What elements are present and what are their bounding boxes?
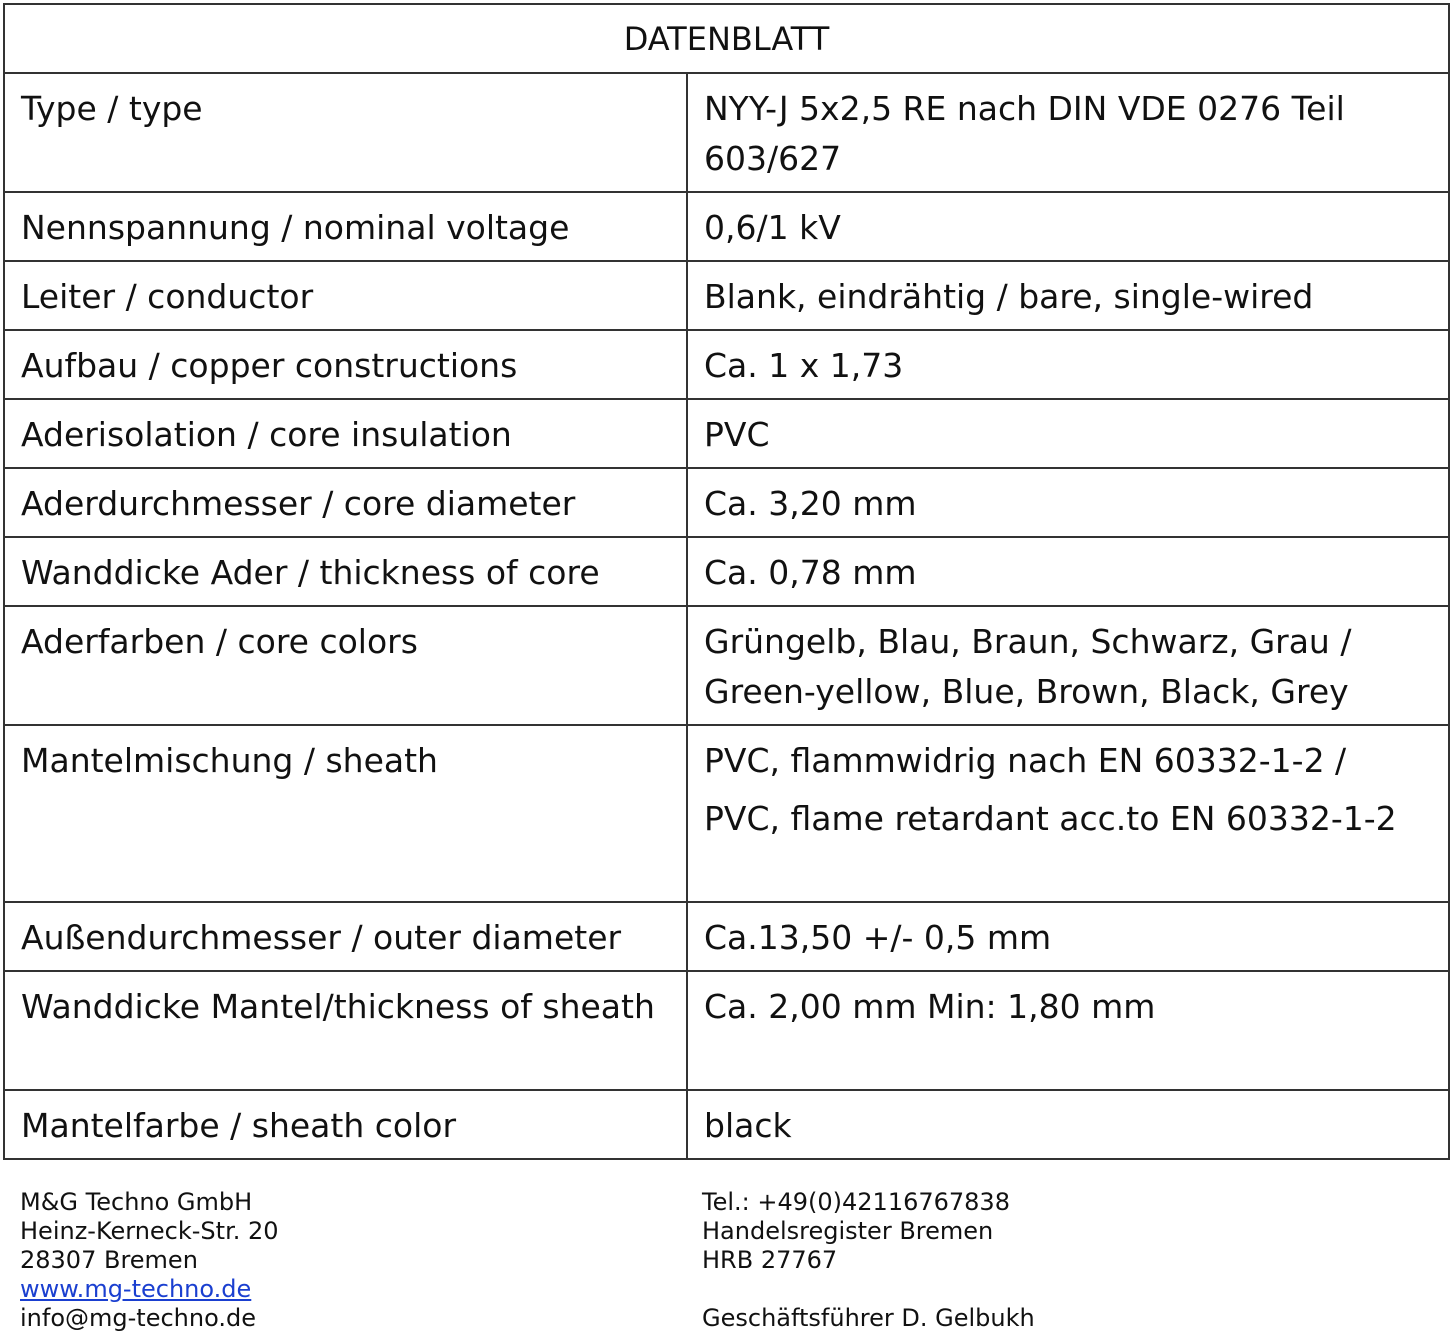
company-city: 28307 Bremen [20,1246,198,1274]
table-row [4,971,1449,1090]
company-email: info@mg-techno.de [20,1304,256,1332]
row-label: Type / type [4,73,687,192]
row-label: Aderdurchmesser / core diameter [4,468,687,537]
table-row [4,330,1449,399]
managing-director: Geschäftsführer D. Gelbukh [702,1304,1035,1332]
row-label: Leiter / conductor [4,261,687,330]
footer-company-block [20,1188,680,1333]
row-label: Aderisolation / core insulation [4,399,687,468]
row-label: Aufbau / copper constructions [4,330,687,399]
row-value: Grüngelb, Blau, Braun, Schwarz, Grau / Green-yellow, Blue, Brown, Black, Grey [687,606,1449,725]
hrb-number: HRB 27767 [702,1246,838,1274]
row-value-line: PVC, flammwidrig nach EN 60332-1-2 / [704,741,1347,780]
company-name: M&G Techno GmbH [20,1188,253,1216]
website-link[interactable]: www.mg-techno.de [20,1275,252,1303]
company-street: Heinz-Kerneck-Str. 20 [20,1217,279,1245]
company-phone: Tel.: +49(0)42116767838 [702,1188,1010,1216]
row-value: Ca. 2,00 mm Min: 1,80 mm [687,971,1449,1090]
table-row [4,399,1449,468]
row-label: Nennspannung / nominal voltage [4,192,687,261]
row-label: Außendurchmesser / outer diameter [4,902,687,971]
row-label: Mantelfarbe / sheath color [4,1090,687,1159]
table-row [4,1090,1449,1159]
row-value: 0,6/1 kV [687,192,1449,261]
row-value: Ca. 3,20 mm [687,468,1449,537]
table-row [4,468,1449,537]
row-value [687,725,1449,902]
table-row [4,261,1449,330]
table-row [4,902,1449,971]
table-row [4,606,1449,725]
row-label: Aderfarben / core colors [4,606,687,725]
row-value: Ca. 0,78 mm [687,537,1449,606]
row-label: Wanddicke Ader / thickness of core [4,537,687,606]
row-value: Ca. 1 x 1,73 [687,330,1449,399]
row-value: NYY-J 5x2,5 RE nach DIN VDE 0276 Teil 603/627 [687,73,1449,192]
table-row [4,537,1449,606]
datasheet-title: DATENBLATT [4,4,1449,73]
title-row [4,4,1449,73]
table-row [4,725,1449,902]
table-row [4,192,1449,261]
row-value-line: PVC, flame retardant acc.to EN 60332-1-2 [704,799,1397,838]
row-value: PVC [687,399,1449,468]
row-label: Wanddicke Mantel/thickness of sheath [4,971,687,1090]
trade-register: Handelsregister Bremen [702,1217,994,1245]
row-value: Blank, eindrähtig / bare, single-wired [687,261,1449,330]
datasheet-table [3,3,1450,1160]
table-row [4,73,1449,192]
row-value: Ca.13,50 +/- 0,5 mm [687,902,1449,971]
footer-register-block [702,1188,1442,1333]
row-value: black [687,1090,1449,1159]
row-label: Mantelmischung / sheath [4,725,687,902]
